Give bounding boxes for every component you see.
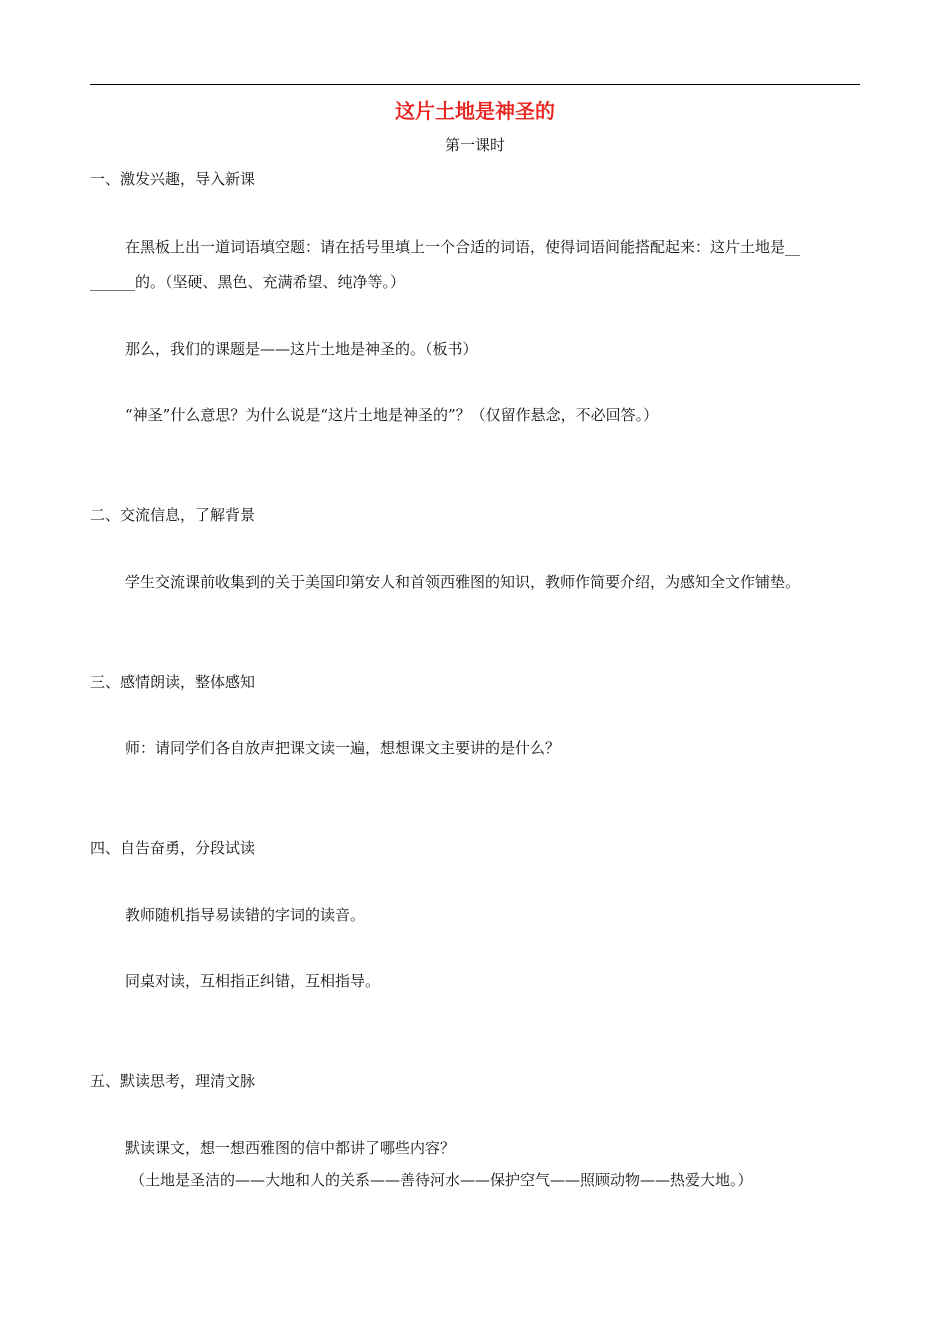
paragraph: 教师随机指导易读错的字词的读音。 [125,906,366,924]
section-heading: 四、自告奋勇，分段试读 [90,839,256,857]
paragraph: 师：请同学们各自放声把课文读一遍，想想课文主要讲的是什么？ [125,739,561,757]
document-title: 这片土地是神圣的 [395,99,555,123]
section-heading: 一、激发兴趣，导入新课 [90,170,256,188]
paragraph: （土地是圣洁的——大地和人的关系——善待河水——保护空气——照顾动物——热爱大地。） [130,1171,753,1189]
header-rule [90,84,860,85]
section-heading: 五、默读思考，理清文脉 [90,1072,256,1090]
paragraph: 在黑板上出一道词语填空题：请在括号里填上一个合适的词语，使得词语间能搭配起来：这片土地是__ [125,238,801,256]
paragraph: ______的。（坚硬、黑色、充满希望、纯净等。） [90,273,406,291]
document-subtitle: 第一课时 [444,136,505,154]
section-heading: 二、交流信息，了解背景 [90,506,256,524]
section-heading: 三、感情朗读，整体感知 [90,673,256,691]
paragraph: “神圣”什么意思？为什么说是“这片土地是神圣的”？（仅留作悬念，不必回答。） [125,406,659,424]
paragraph: 那么，我们的课题是——这片土地是神圣的。（板书） [125,340,478,358]
paragraph: 默读课文，想一想西雅图的信中都讲了哪些内容？ [125,1139,456,1157]
paragraph: 同桌对读，互相指正纠错，互相指导。 [125,972,381,990]
paragraph: 学生交流课前收集到的关于美国印第安人和首领西雅图的知识，教师作简要介绍，为感知全文作铺垫。 [125,573,801,591]
